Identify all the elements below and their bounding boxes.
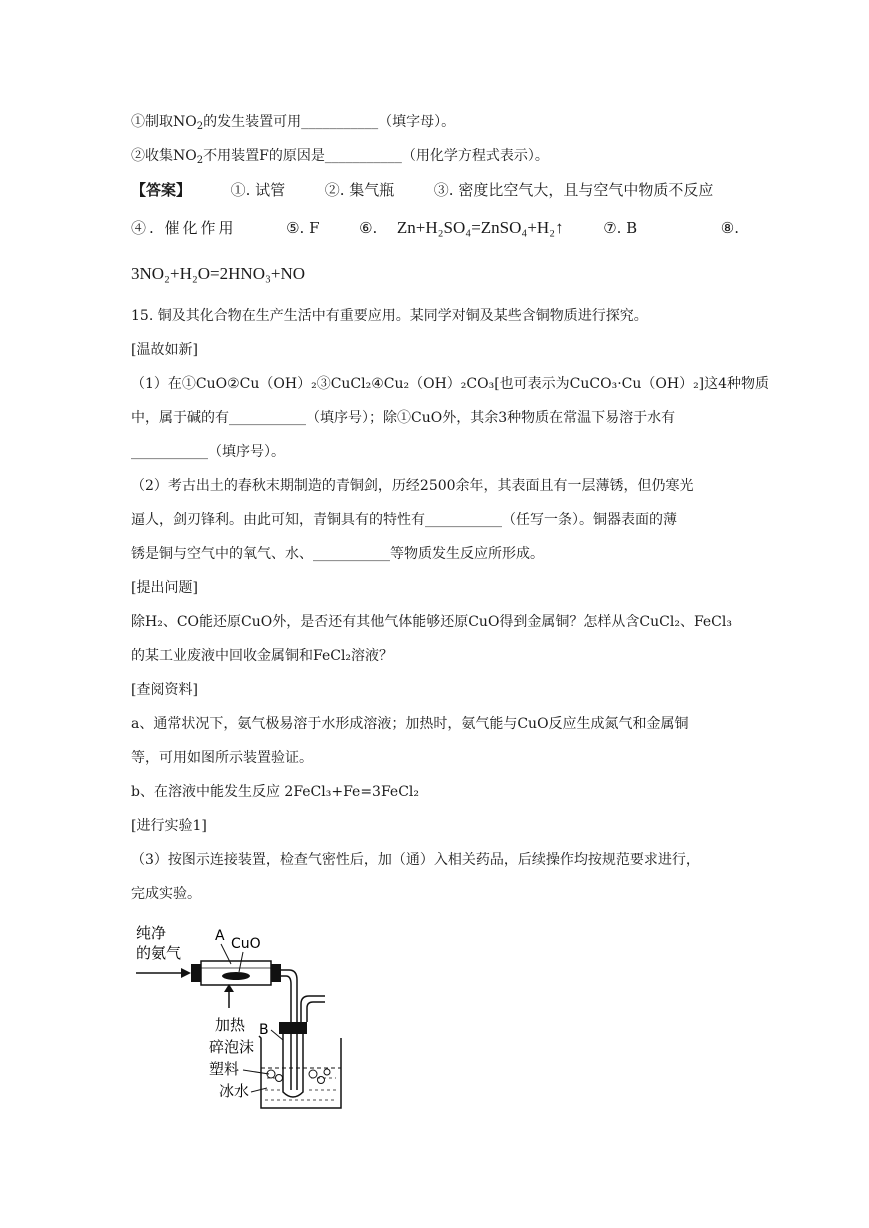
answer-2: ②. 集气瓶	[324, 181, 395, 199]
answer-4: ④. 催化作用	[131, 219, 237, 237]
stopper-b	[279, 1022, 307, 1034]
answer-6-number: ⑥.	[359, 219, 378, 237]
question-15-intro: 15. 铜及其化合物在生产生活中有重要应用。某同学对铜及某些含铜物质进行探究。	[131, 308, 648, 324]
section-heading-references: [查阅资料]	[131, 682, 198, 698]
answer-8-equation: 3NO₂+H₂O=2HNO₃+NO	[131, 264, 306, 283]
label-cuo: CuO	[231, 936, 261, 952]
part-1-line-2: 中，属于碱的有___________（填序号）；除①CuO外，其余3种物质在常温下易溶于水有	[131, 410, 676, 426]
reference-b: b、在溶液中能发生反应 2FeCl₃+Fe=3FeCl₂	[131, 784, 419, 800]
answer-7: ⑦. B	[603, 219, 638, 237]
ice-water	[265, 1078, 337, 1100]
apparatus-diagram	[131, 918, 361, 1118]
reference-a-line-1: a、通常状况下，氨气极易溶于水形成溶液；加热时，氨气能与CuO反应生成氮气和金属铜	[131, 716, 689, 732]
label-b: B	[259, 1022, 269, 1038]
section-heading-review: [温故如新]	[131, 342, 198, 358]
reference-a-line-2: 等，可用如图所示装置验证。	[131, 750, 313, 766]
part-2-line-3: 锈是铜与空气中的氧气、水、___________等物质发生反应所形成。	[131, 546, 544, 562]
answer-line-2	[131, 218, 739, 238]
part-2-line-1: （2）考古出土的春秋末期制造的青铜剑，历经2500余年，其表面且有一层薄锈，但仍寒光	[131, 478, 694, 494]
cuo-sample	[222, 972, 250, 980]
answer-3: ③. 密度比空气大，且与空气中物质不反应	[433, 181, 714, 199]
answer-line-1	[131, 180, 713, 200]
question-item-2: ②收集$NO_2$不用装置F的原因是___________（用化学方程式表示）。	[131, 148, 549, 166]
label-ice-water: 冰水	[219, 1082, 250, 1100]
outlet-tube	[301, 996, 325, 1022]
label-gas-1: 纯净	[136, 924, 167, 942]
beaker	[259, 1036, 341, 1108]
answer-8-number: ⑧.	[720, 219, 739, 237]
label-foam-1: 碎泡沫	[209, 1038, 255, 1056]
question-line-2: 的某工业废液中回收金属铜和FeCl₂溶液？	[131, 648, 394, 664]
question-item-1: ①制取$NO_2$的发生装置可用___________（填字母）。	[131, 114, 456, 132]
section-heading-question: [提出问题]	[131, 580, 198, 596]
question-line-1: 除H₂、CO能还原CuO外，是否还有其他气体能够还原CuO得到金属铜？怎样从含CuCl₂、FeCl₃	[131, 614, 732, 630]
part-3-line-1: （3）按图示连接装置，检查气密性后，加（通）入相关药品，后续操作均按规范要求进行，	[131, 852, 700, 868]
label-heat: 加热	[215, 1016, 246, 1034]
label-a: A	[215, 928, 225, 944]
part-1-line-1: （1）在①CuO②Cu（OH）₂③CuCl₂④Cu₂（OH）₂CO₃[也可表示为CuCO₃·Cu（OH）₂]这4种物质	[131, 376, 770, 392]
answer-5: ⑤. F	[286, 219, 320, 237]
foam-pieces	[267, 1069, 330, 1084]
label-foam-2: 塑料	[209, 1060, 240, 1078]
part-3-line-2: 完成实验。	[131, 886, 201, 902]
apparatus-figure	[131, 918, 361, 1118]
part-1-line-3: ___________（填序号）。	[131, 444, 285, 460]
answer-6-equation: Zn+H₂SO₄=ZnSO₄+H₂↑	[396, 218, 564, 237]
inlet-arrowhead	[181, 968, 191, 978]
label-gas-2: 的氨气	[136, 944, 182, 962]
stopper-right	[271, 964, 281, 982]
section-heading-experiment: [进行实验1]	[131, 818, 207, 834]
stopper-left	[191, 964, 201, 982]
answer-1: ①. 试管	[230, 181, 286, 199]
test-tube-b	[283, 1034, 303, 1097]
answer-label: 【答案】	[131, 181, 192, 199]
part-2-line-2: 逼人，剑刃锋利。由此可知，青铜具有的特性有___________（任写一条）。铜器表面的薄	[131, 512, 677, 528]
